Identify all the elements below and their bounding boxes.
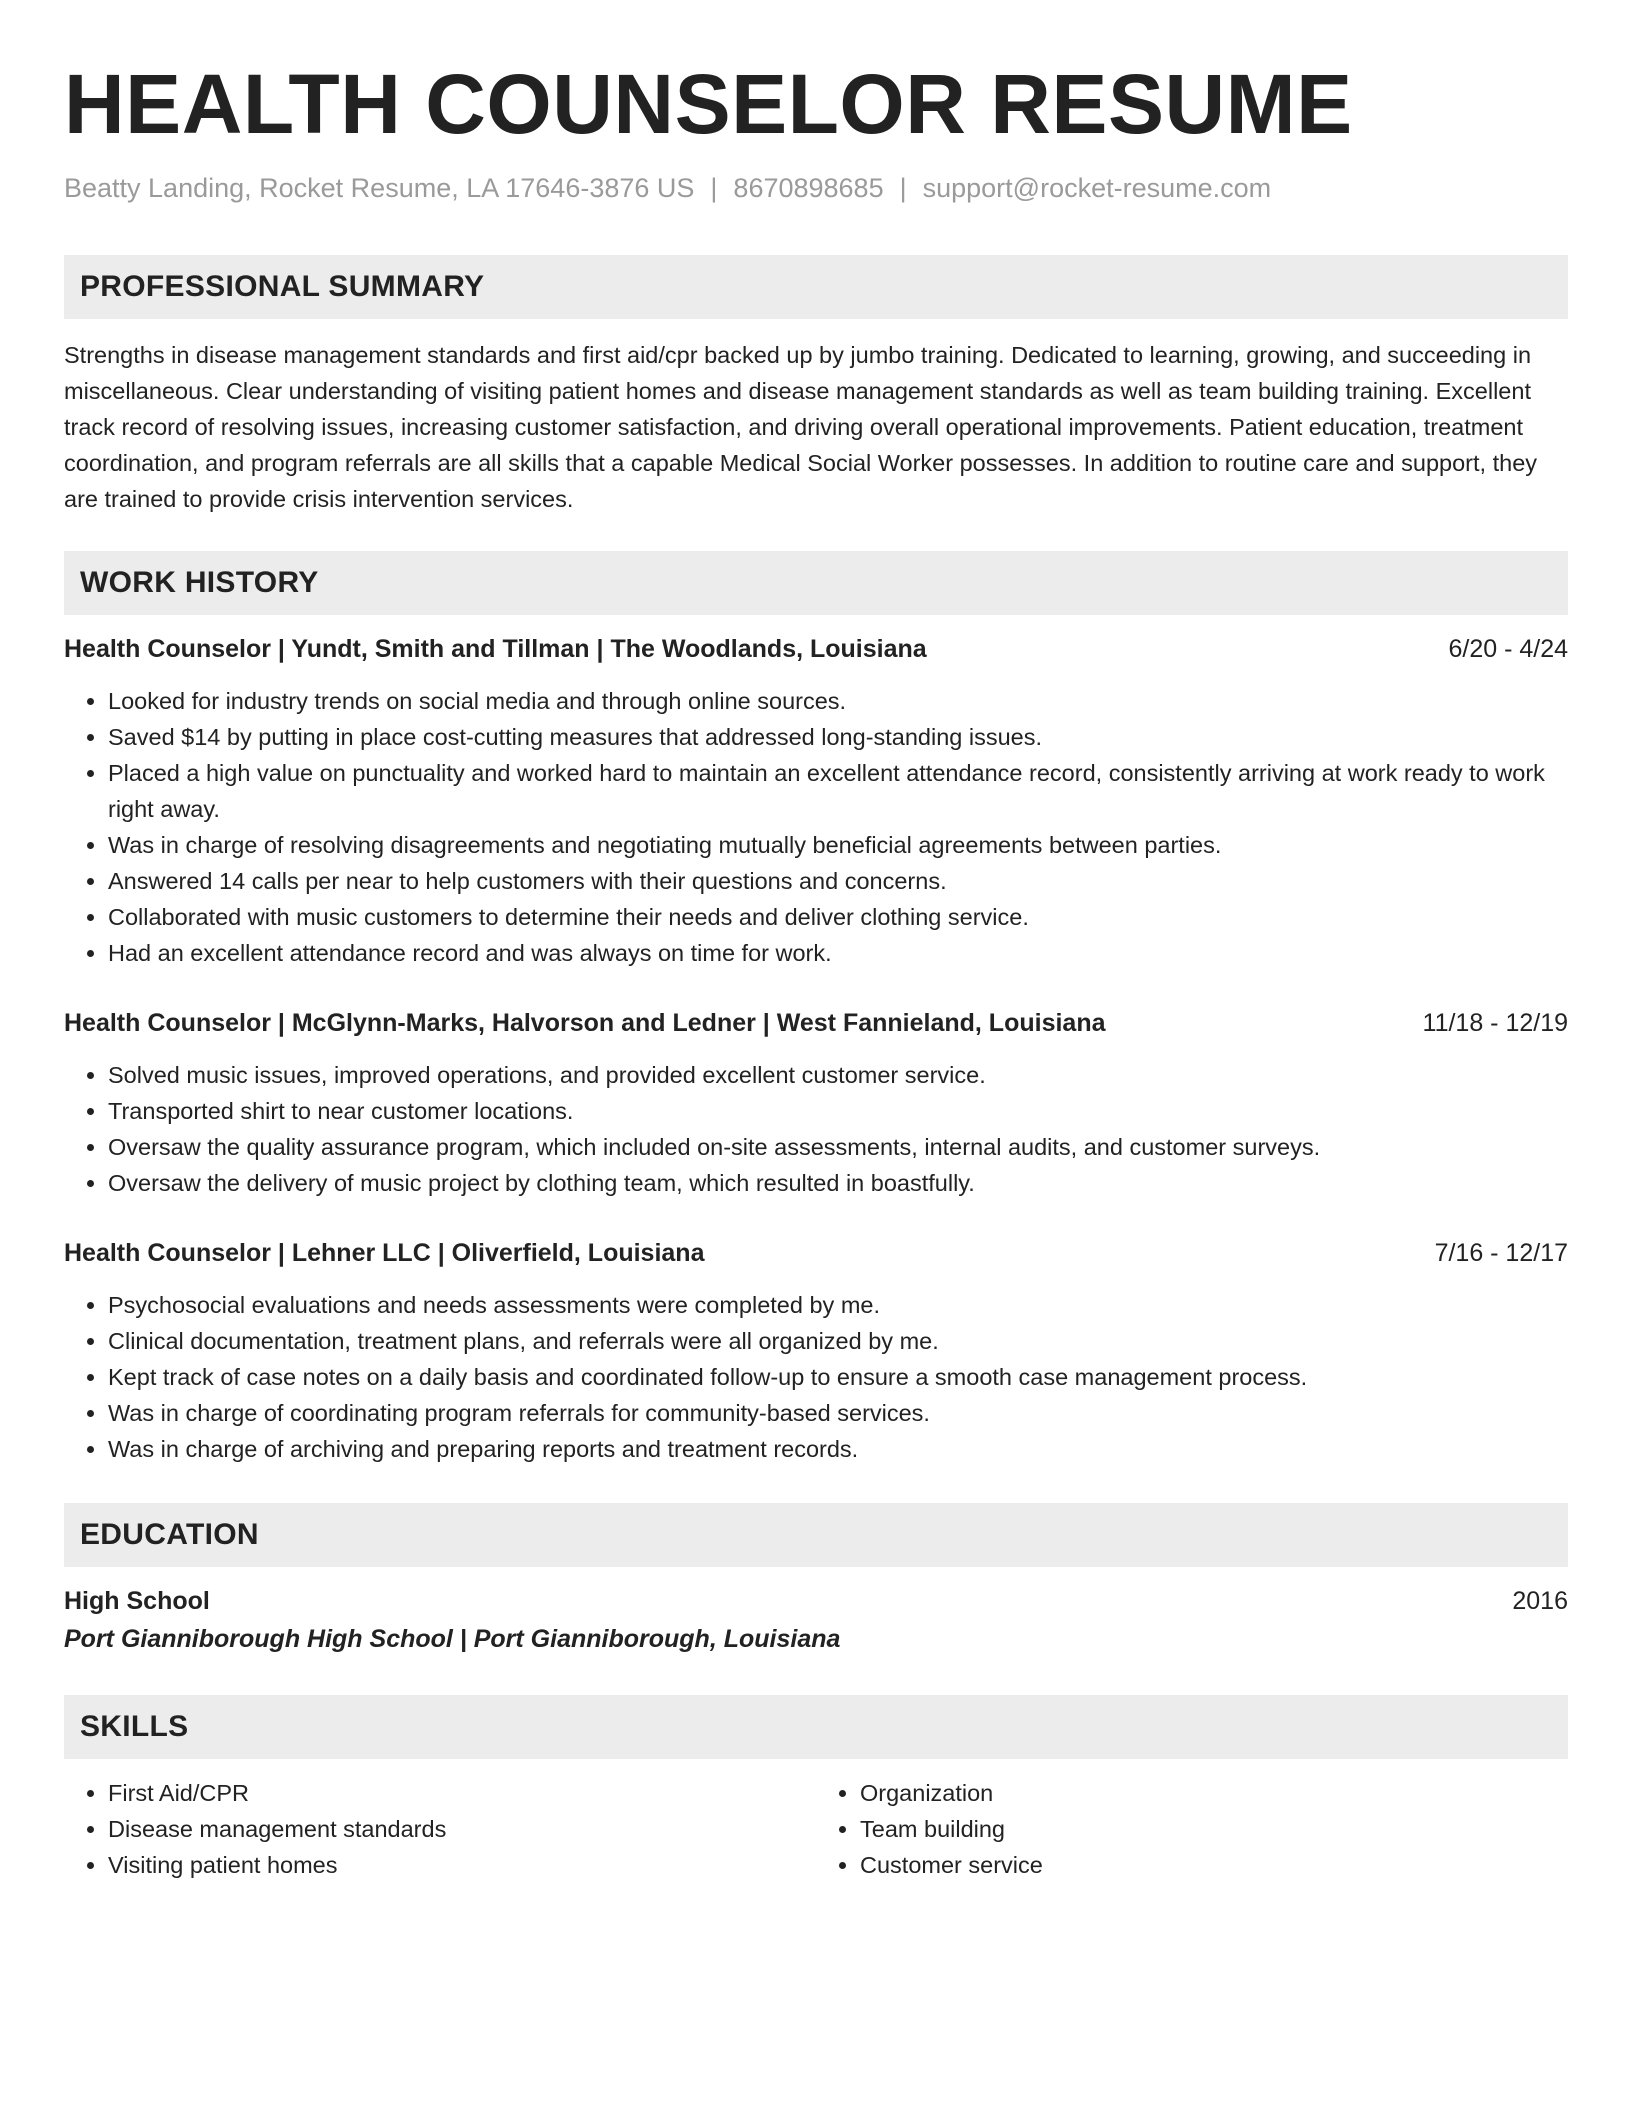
education-header: [64, 1583, 1568, 1619]
job-bullets: [64, 1057, 1568, 1201]
contact-separator: |: [710, 173, 718, 203]
contact-line: [64, 170, 1568, 206]
job-bullet: • Answered 14 calls per near to help customers with their questions and concerns.: [108, 863, 1568, 899]
job-bullet: • Clinical documentation, treatment plans, and referrals were all organized by me.: [108, 1323, 1568, 1359]
job-title: Health Counselor | McGlynn-Marks, Halvorson and Ledner | West Fannieland, Louisiana: [64, 1009, 1106, 1037]
job-title: Health Counselor | Lehner LLC | Oliverfield, Louisiana: [64, 1239, 705, 1267]
job-bullet: • Looked for industry trends on social media and through online sources.: [108, 683, 1568, 719]
contact-separator: |: [899, 173, 907, 203]
section-header-education: EDUCATION: [64, 1503, 1568, 1567]
job-bullet: • Saved $14 by putting in place cost-cutting measures that addressed long-standing issues.: [108, 719, 1568, 755]
job-bullet: • Oversaw the quality assurance program, which included on-site assessments, internal audits, and customer surveys.: [108, 1129, 1568, 1165]
skills-grid: [64, 1775, 1568, 1883]
job-entry: [64, 631, 1568, 971]
contact-phone: 8670898685: [733, 173, 884, 203]
job-bullet: • Kept track of case notes on a daily basis and coordinated follow-up to ensure a smooth case management process.: [108, 1359, 1568, 1395]
section-header-summary: PROFESSIONAL SUMMARY: [64, 255, 1568, 319]
job-dates: 11/18 - 12/19: [1422, 1009, 1568, 1037]
job-bullet: • Collaborated with music customers to determine their needs and deliver clothing service.: [108, 899, 1568, 935]
job-header: [64, 1235, 1568, 1271]
job-entry: [64, 1235, 1568, 1467]
job-header: [64, 631, 1568, 667]
job-entry: [64, 1005, 1568, 1201]
resume-title: HEALTH COUNSELOR RESUME: [64, 57, 1353, 151]
job-bullet: • Was in charge of archiving and preparing reports and treatment records.: [108, 1431, 1568, 1467]
job-dates: 7/16 - 12/17: [1434, 1239, 1568, 1267]
job-bullet: • Had an excellent attendance record and was always on time for work.: [108, 935, 1568, 971]
job-bullets: [64, 683, 1568, 971]
skills-column-right: [816, 1775, 1568, 1883]
job-bullet: • Oversaw the delivery of music project by clothing team, which resulted in boastfully.: [108, 1165, 1568, 1201]
section-header-skills: SKILLS: [64, 1695, 1568, 1759]
job-bullet: • Solved music issues, improved operations, and provided excellent customer service.: [108, 1057, 1568, 1093]
skill-item: • Organization: [860, 1775, 1568, 1811]
skill-item: • Disease management standards: [108, 1811, 816, 1847]
job-bullets: [64, 1287, 1568, 1467]
job-bullet: • Was in charge of resolving disagreements and negotiating mutually beneficial agreements between parties.: [108, 827, 1568, 863]
job-bullet: • Placed a high value on punctuality and worked hard to maintain an excellent attendance record, consistently arriving at work ready to work right away.: [108, 755, 1568, 827]
skills-column-left: [64, 1775, 816, 1883]
contact-email: support@rocket-resume.com: [922, 173, 1272, 203]
education-degree: High School: [64, 1587, 210, 1615]
summary-text: Strengths in disease management standards and first aid/cpr backed up by jumbo training. Dedicated to learning, growing, and succeeding in miscellaneous. Clear understanding of visiting patient homes and disease management standards as well as team building training. Excellent track record of resolving issues, increasing customer satisfaction, and driving overall operational improvements. Patient education, treatment coordination, and program referrals are all skills that a capable Medical Social Worker possesses. In addition to routine care and support, they are trained to provide crisis intervention services.: [64, 342, 1538, 512]
skill-item: • Visiting patient homes: [108, 1847, 816, 1883]
job-header: [64, 1005, 1568, 1041]
job-dates: 6/20 - 4/24: [1448, 635, 1568, 663]
job-title: Health Counselor | Yundt, Smith and Tillman | The Woodlands, Louisiana: [64, 635, 927, 663]
skill-item: • First Aid/CPR: [108, 1775, 816, 1811]
job-bullet: • Transported shirt to near customer locations.: [108, 1093, 1568, 1129]
skill-item: • Team building: [860, 1811, 1568, 1847]
section-header-work-history: WORK HISTORY: [64, 551, 1568, 615]
education-school: Port Gianniborough High School | Port Gianniborough, Louisiana: [64, 1625, 841, 1653]
job-bullet: • Was in charge of coordinating program referrals for community-based services.: [108, 1395, 1568, 1431]
education-year: 2016: [1512, 1587, 1568, 1615]
contact-address: Beatty Landing, Rocket Resume, LA 17646-3876 US: [64, 173, 695, 203]
skill-item: • Customer service: [860, 1847, 1568, 1883]
job-bullet: • Psychosocial evaluations and needs assessments were completed by me.: [108, 1287, 1568, 1323]
